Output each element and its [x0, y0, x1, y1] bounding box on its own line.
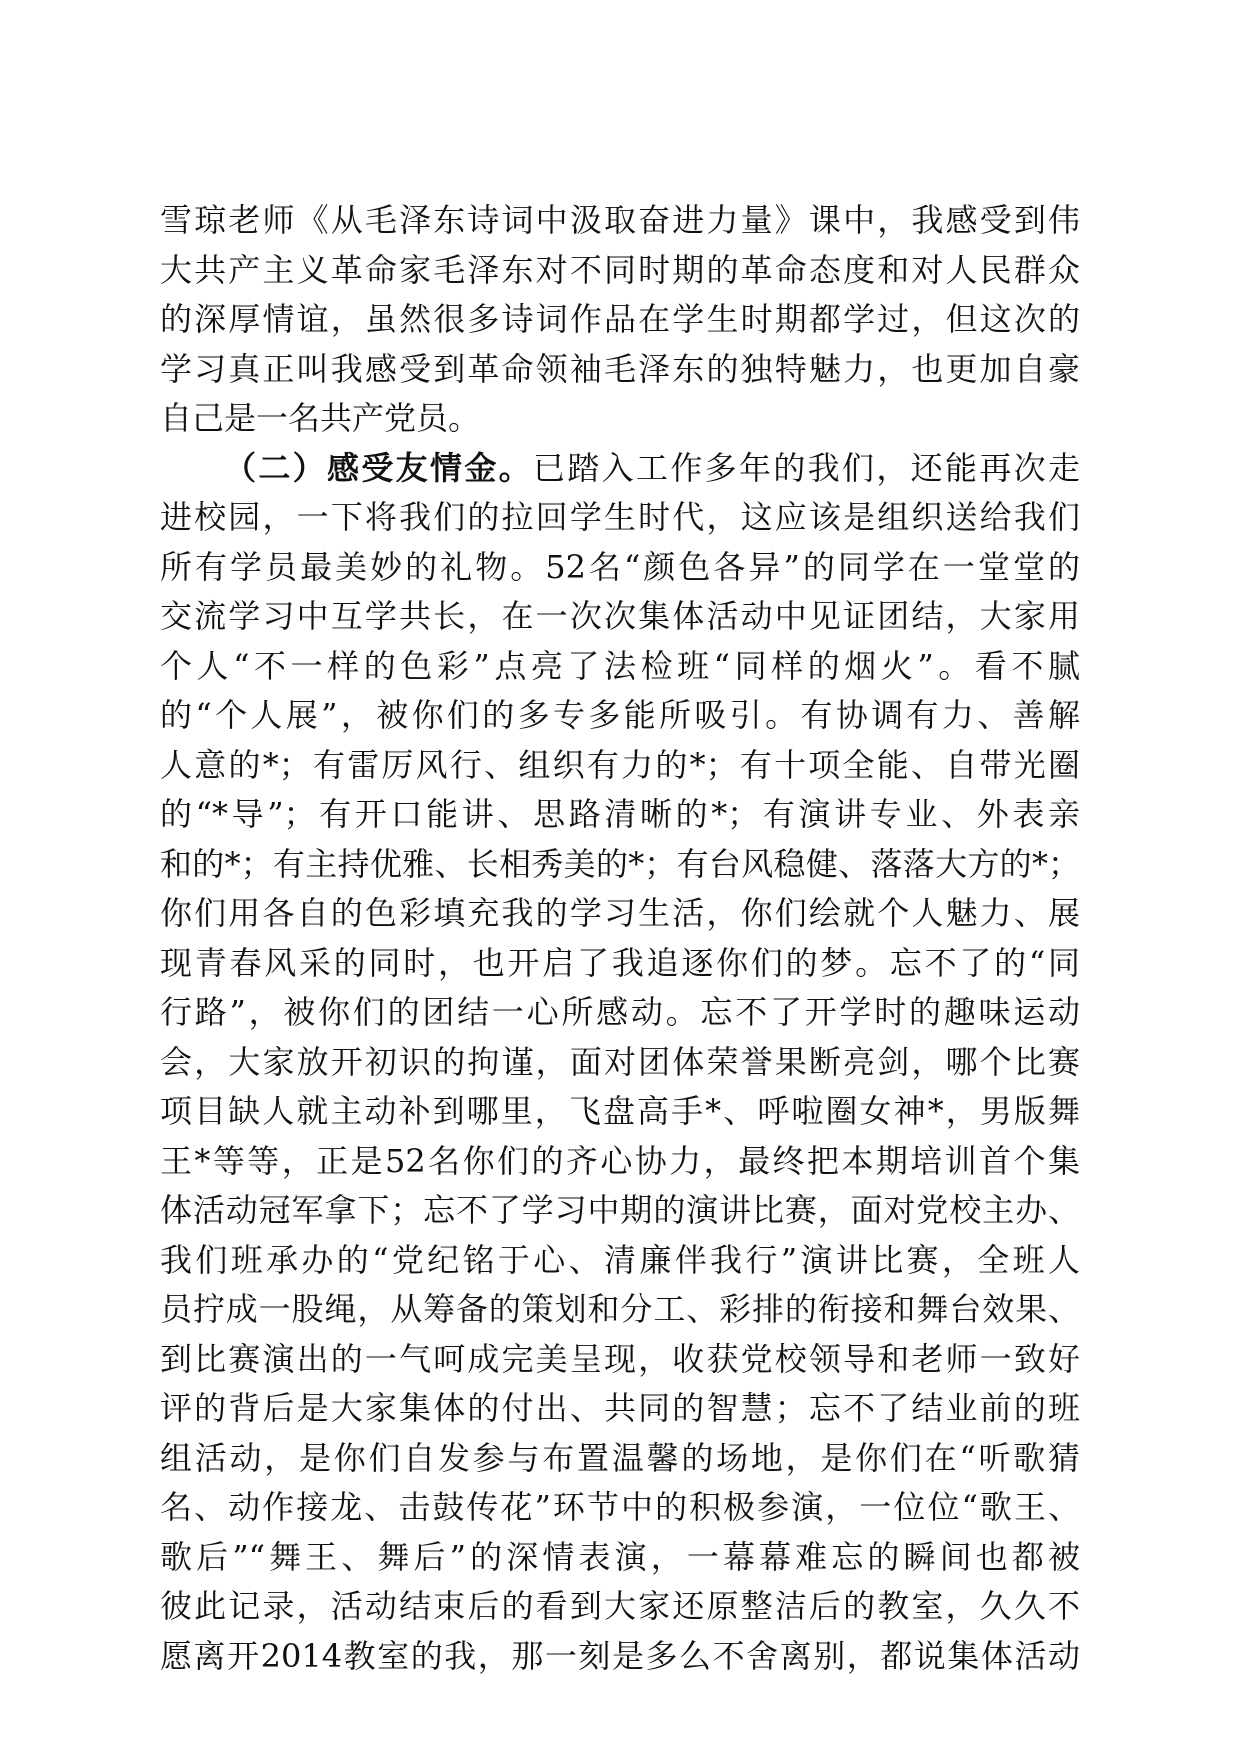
- text-line: 歌后”“舞王、舞后”的深情表演，一幕幕难忘的瞬间也都被: [160, 1537, 1080, 1576]
- text-line: 会，大家放开初识的拘谨，面对团体荣誉果断亮剑，哪个比赛: [160, 1042, 1080, 1081]
- text-line: 名、动作接龙、击鼓传花”环节中的积极参演，一位位“歌王、: [160, 1488, 1080, 1526]
- text-line: 交流学习中互学共长，在一次次集体活动中见证团结，大家用: [160, 597, 1080, 635]
- text-line: 体活动冠军拿下；忘不了学习中期的演讲比赛，面对党校主办、: [160, 1191, 1080, 1229]
- text-line: 组活动，是你们自发参与布置温馨的场地，是你们在“听歌猜: [160, 1438, 1080, 1477]
- paragraph-1: [160, 196, 1080, 444]
- text-line: [160, 444, 1080, 494]
- text-line: 行路”，被你们的团结一心所感动。忘不了开学时的趣味运动: [160, 993, 1080, 1031]
- text-line: 个人“不一样的色彩”点亮了法检班“同样的烟火”。看不腻: [160, 646, 1080, 685]
- text-segment: 已踏入工作多年的我们，还能再次走: [533, 448, 1080, 487]
- text-line: 进校园，一下将我们的拉回学生时代，这应该是组织送给我们: [160, 498, 1080, 536]
- text-line: 愿离开2014教室的我，那一刻是多么不舍离别，都说集体活动: [160, 1636, 1080, 1675]
- text-line: 彼此记录，活动结束后的看到大家还原整洁后的教室，久久不: [160, 1587, 1080, 1625]
- text-line: 评的背后是大家集体的付出、共同的智慧；忘不了结业前的班: [160, 1389, 1080, 1427]
- text-line: 我们班承办的“党纪铭于心、清廉伴我行”演讲比赛，全班人: [160, 1240, 1080, 1279]
- text-line: 雪琼老师《从毛泽东诗词中汲取奋进力量》课中，我感受到伟: [160, 201, 1080, 239]
- text-line: 王*等等，正是52名你们的齐心协力，最终把本期培训首个集: [160, 1141, 1080, 1180]
- text-line: 你们用各自的色彩填充我的学习生活，你们绘就个人魅力、展: [160, 894, 1080, 932]
- text-line: 所有学员最美妙的礼物。52名“颜色各异”的同学在一堂堂的: [160, 547, 1080, 586]
- text-line: 人意的*；有雷厉风行、组织有力的*；有十项全能、自带光圈: [160, 745, 1080, 784]
- text-line: 大共产主义革命家毛泽东对不同时期的革命态度和对人民群众: [160, 250, 1080, 289]
- text-line: 的深厚情谊，虽然很多诗词作品在学生时期都学过，但这次的: [160, 300, 1080, 338]
- text-line: 学习真正叫我感受到革命领袖毛泽东的独特魅力，也更加自豪: [160, 349, 1080, 388]
- text-line: 的“*导”；有开口能讲、思路清晰的*；有演讲专业、外表亲: [160, 795, 1080, 833]
- paragraph-2: [160, 444, 1080, 1682]
- text-line: 自己是一名共产党员。: [160, 399, 481, 437]
- text-line: 现青春风采的同时，也开启了我追逐你们的梦。忘不了的“同: [160, 943, 1080, 982]
- text-line: 的“个人展”，被你们的多专多能所吸引。有协调有力、善解: [160, 696, 1080, 734]
- section-heading: （二）感受友情金。: [224, 448, 533, 487]
- text-line: 到比赛演出的一气呵成完美呈现，收获党校领导和老师一致好: [160, 1339, 1080, 1378]
- text-line: 和的*；有主持优雅、长相秀美的*；有台风稳健、落落大方的*；: [160, 844, 1080, 883]
- text-line: 员拧成一股绳，从筹备的策划和分工、彩排的衔接和舞台效果、: [160, 1290, 1080, 1328]
- body-text: [160, 196, 1080, 1681]
- text-line: 项目缺人就主动补到哪里，飞盘高手*、呼啦圈女神*，男版舞: [160, 1092, 1080, 1130]
